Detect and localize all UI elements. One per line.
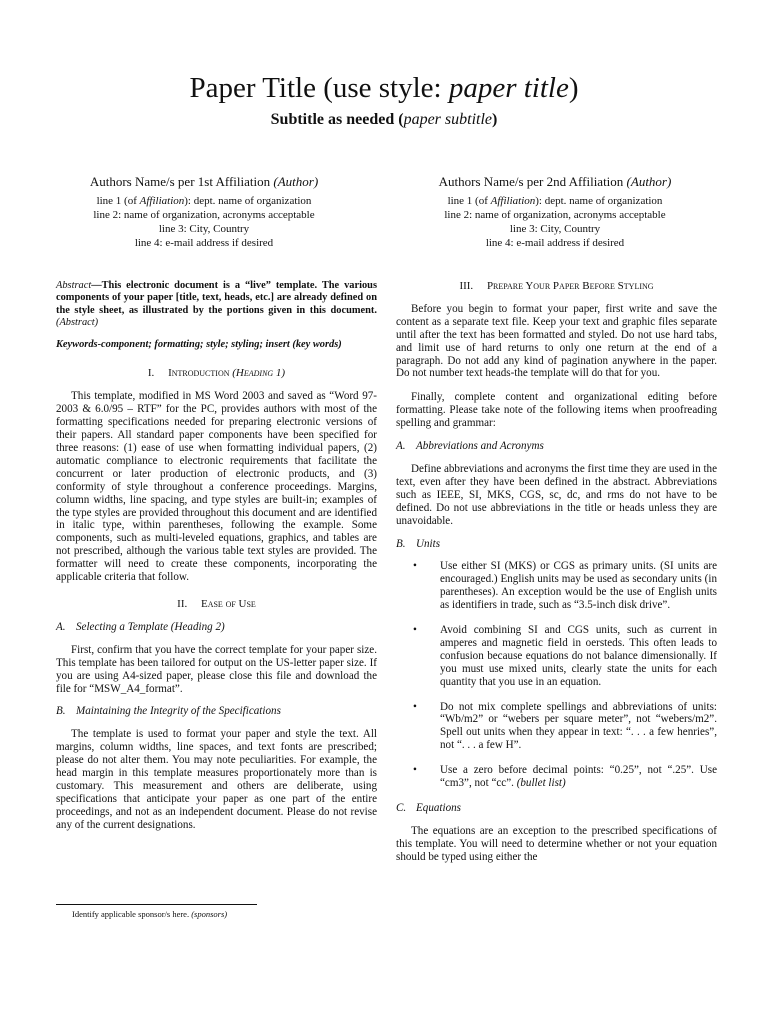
keywords: Keywords-component; formatting; style; styling; insert (key words) (56, 339, 342, 351)
author-block-2 (405, 174, 705, 250)
prepare-body-2: Finally, complete content and organizational editing before formatting. Please take note of the following items when proofreading spelling and grammar: (396, 391, 717, 430)
affiliation-line-4: line 4: e-mail address if desired (485, 237, 625, 249)
affiliation-line-1: line 1 (of Affiliation): dept. name of organization (447, 195, 663, 207)
affiliation-line-2: line 2: name of organization, acronyms acceptable (93, 209, 315, 221)
section-heading-prepare: III. Prepare Your Paper Before Styling (459, 280, 654, 292)
list-item: • Use either SI (MKS) or CGS as primary units. (SI units are encouraged.) English units may be used as secondary units (in parentheses). An exception would be the use of English units as identifiers in trade, such as “3.5-inch disk drive”. (413, 560, 717, 612)
equations-body: The equations are an exception to the prescribed specifications of this template. You will need to determine whether or not your equation should be typed using either the (396, 824, 717, 863)
section-heading-ease-of-use: II. Ease of Use (177, 597, 256, 610)
left-column (56, 280, 377, 832)
affiliation-line-1: line 1 (of Affiliation): dept. name of organization (96, 195, 312, 207)
affiliation-line-4: line 4: e-mail address if desired (134, 237, 274, 249)
author-block-1 (54, 174, 354, 250)
introduction-body: This template, modified in MS Word 2003 and saved as “Word 97-2003 & 6.0/95 – RTF” for the PC, provides authors with most of the formatting specifications needed for preparing electronic versions of their papers. All standard paper components have been specified for three reasons: (1) ease of use when formatting individual papers, (2) automatic compliance to electronic requirements that facilitate the concurrent or later production of electronic products, and (3) conformity of style throughout a conference proceedings. Margins, column widths, line spacing, and type styles are built-in; examples of the type styles are provided throughout this document and are identified in italic type, within parentheses, following the example. Some components, such as multi-leveled equations, graphics, and tables are not prescribed, although the various table text styles are provided. The formatter will need to create these components, incorporating the applicable criteria that follow. (56, 390, 377, 584)
subsection-heading-abbreviations: A. Abbreviations and Acronyms (396, 440, 544, 453)
subsection-heading-equations: C. Equations (396, 802, 461, 814)
paper-subtitle: Subtitle as needed (paper subtitle) (270, 111, 498, 128)
right-column (396, 280, 717, 864)
paper-title: Paper Title (use style: paper title) (189, 72, 579, 104)
section-heading-introduction: I. Introduction (Heading 1) (147, 367, 286, 380)
subsection-heading-integrity: B. Maintaining the Integrity of the Specifications (56, 705, 281, 718)
footnote-divider (56, 904, 257, 905)
list-item: • Avoid combining SI and CGS units, such as current in amperes and magnetic field in oersteds. This often leads to confusion because equations do not balance dimensionally. If you must use mixed units, clearly state the units for each quantity that you use in an equation. (413, 624, 717, 688)
prepare-body-1: Before you begin to format your paper, first write and save the content as a separate text file. Keep your text and graphic files separate until after the text has been formatted and styled. Do not use hard tabs, and limit use of hard returns to only one return at the end of a paragraph. Do not add any kind of pagination anywhere in the paper. Do not number text heads-the template will do that for you. (396, 302, 717, 380)
affiliation-line-3: line 3: City, Country (158, 223, 250, 235)
affiliation-line-2: line 2: name of organization, acronyms acceptable (444, 209, 666, 221)
subsection-heading-units: B. Units (396, 537, 441, 550)
subsection-heading-selecting-template: A. Selecting a Template (Heading 2) (56, 620, 225, 633)
units-bullet-list (396, 560, 717, 790)
author-name: Authors Name/s per 1st Affiliation (Author) (89, 174, 319, 189)
affiliation-line-3: line 3: City, Country (509, 223, 601, 235)
list-item: • Do not mix complete spellings and abbreviations of units: “Wb/m2” or “webers per square meter”, not “webers/m2”. Spell out units when they appear in text: “. . . a few henries”, not “. . . a few H”. (413, 700, 717, 752)
selecting-template-body: First, confirm that you have the correct template for your paper size. This template has been tailored for output on the US-letter paper size. If you are using A4-sized paper, please close this file and download the file for “MSW_A4_format”. (56, 643, 377, 695)
abbreviations-body: Define abbreviations and acronyms the first time they are used in the text, even after they have been defined in the abstract. Abbreviations such as IEEE, SI, MKS, CGS, sc, dc, and rms do not have to be defined. Do not use abbreviations in the title or heads unless they are unavoidable. (396, 462, 717, 527)
author-name: Authors Name/s per 2nd Affiliation (Author) (438, 174, 672, 189)
integrity-body: The template is used to format your paper and style the text. All margins, column widths, line spaces, and text fonts are prescribed; please do not alter them. You may note peculiarities. For example, the head margin in this template measures proportionately more than is customary. This measurement and others are deliberate, using specifications that anticipate your paper as one part of the entire proceedings, and not as an independent document. Please do not revise any of the current designations. (56, 728, 377, 831)
abstract: Abstract—This electronic document is a “live” template. The various components of your paper [title, text, heads, etc.] are already defined on the style sheet, as illustrated by the portions given in this document. (Abstract) (56, 280, 377, 328)
footnote: Identify applicable sponsor/s here. (sponsors) (72, 909, 228, 919)
list-item: • Use a zero before decimal points: “0.25”, not “.25”. Use “cm3”, not “cc”. (bullet list) (413, 764, 717, 790)
